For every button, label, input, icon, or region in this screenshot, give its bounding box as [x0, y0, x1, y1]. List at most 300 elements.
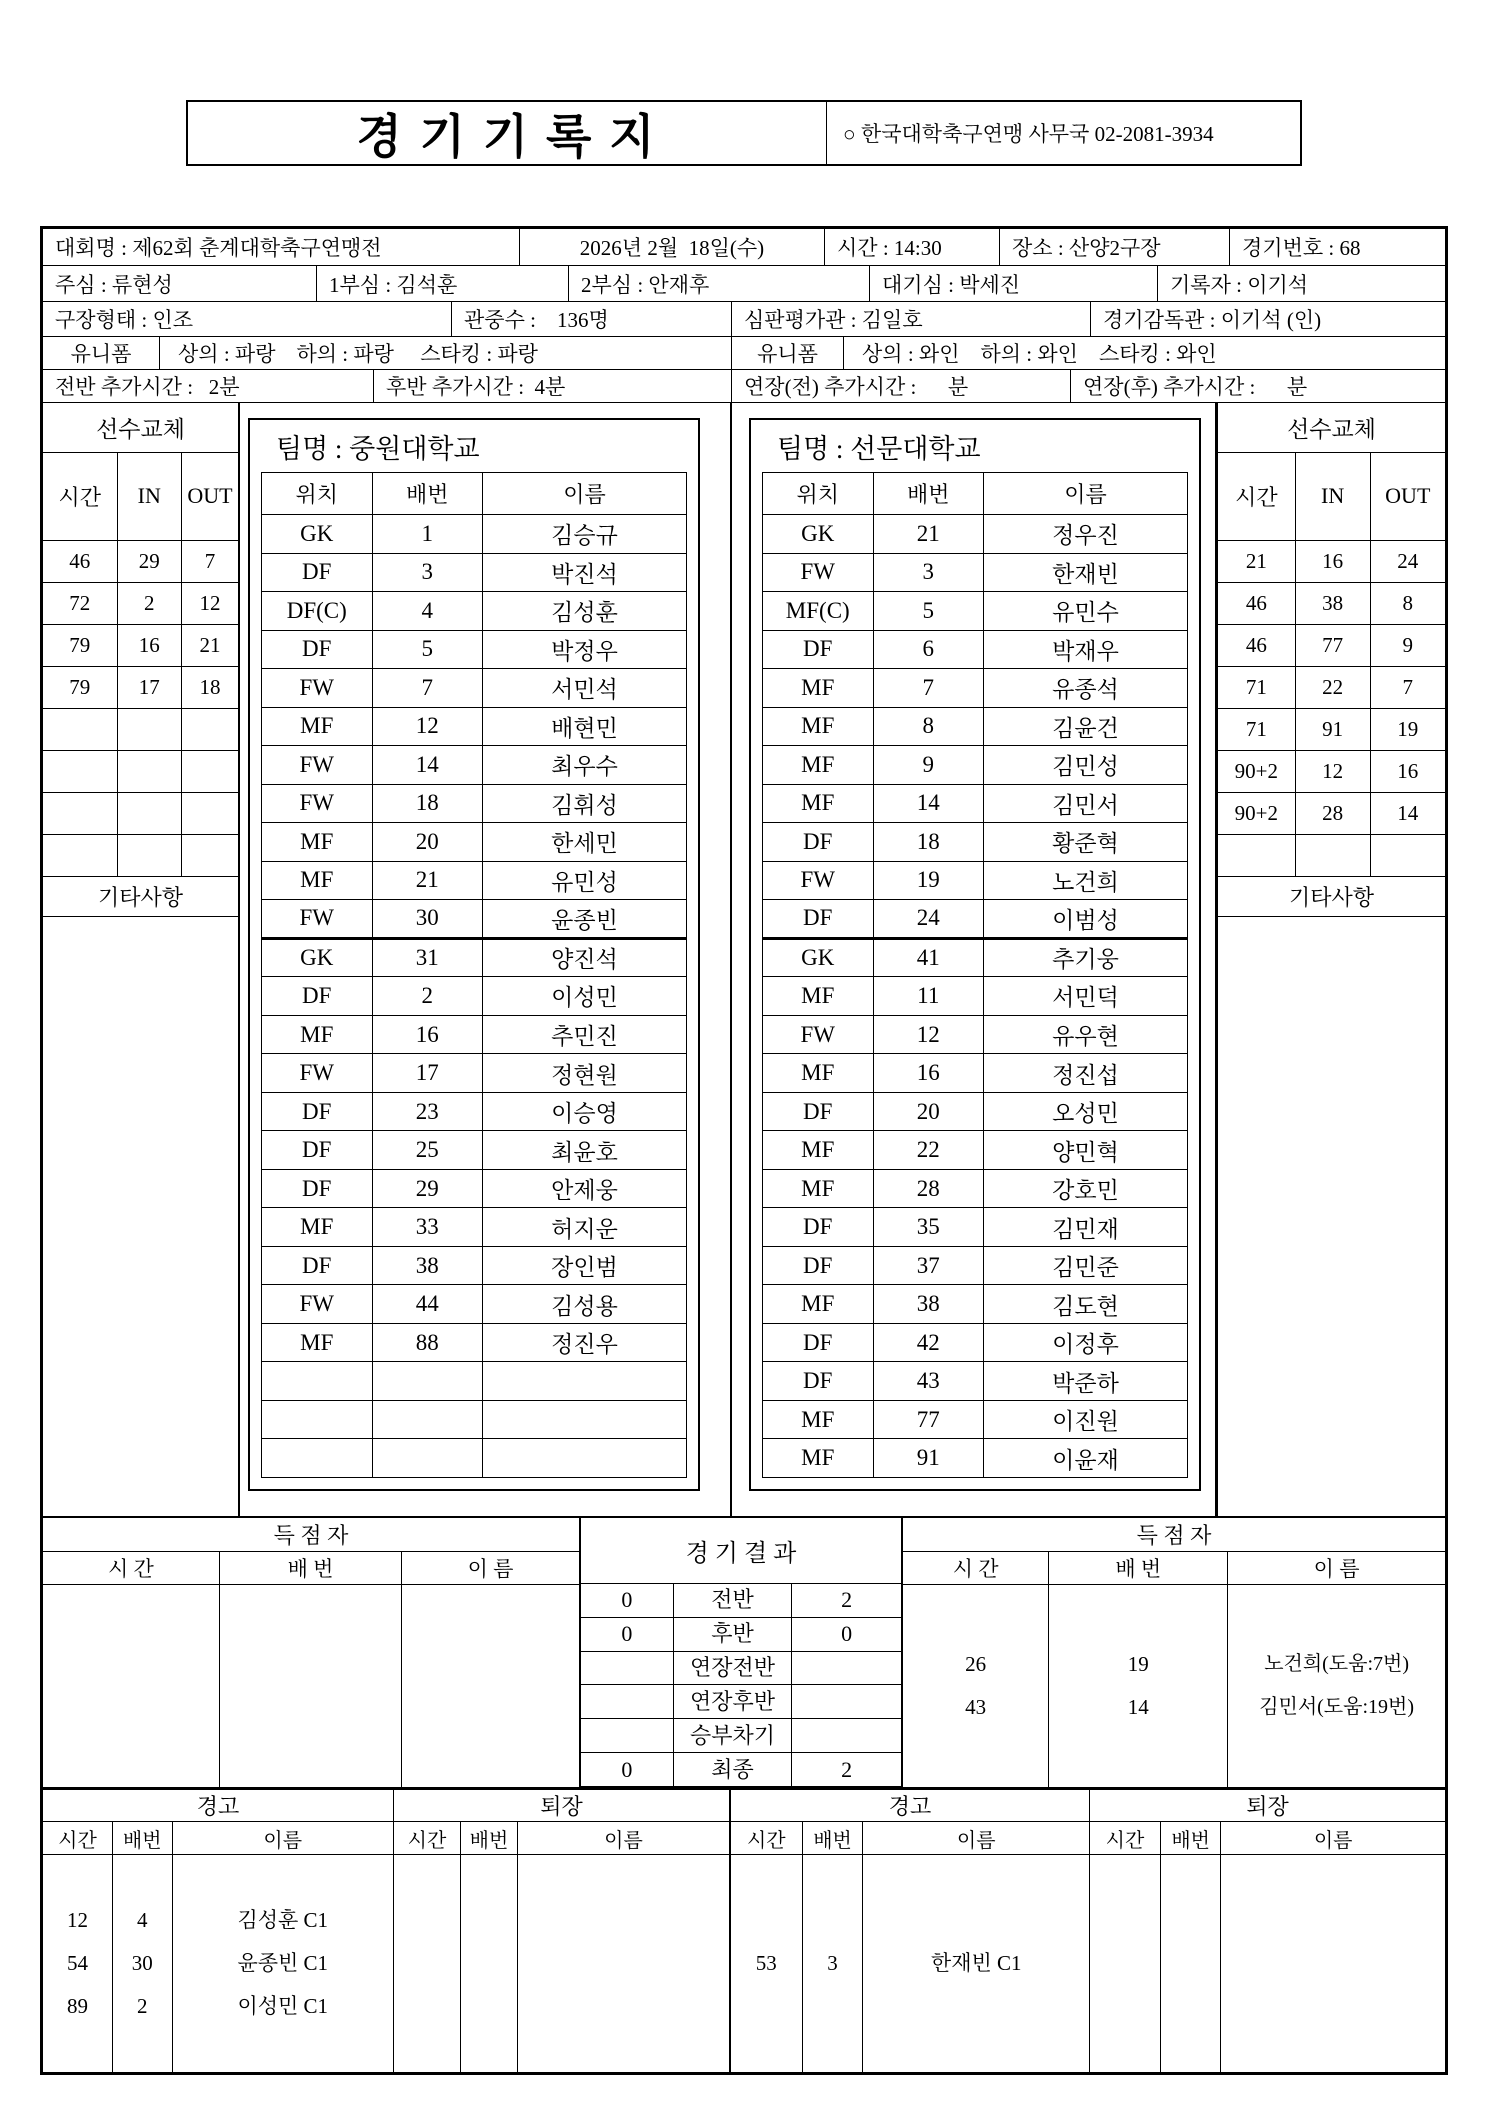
- player-row: [763, 669, 1188, 708]
- home-scorers-table: [43, 1518, 581, 1787]
- player-position: FW: [262, 1054, 373, 1093]
- player-number: 22: [873, 1131, 984, 1170]
- sub-in: 77: [1295, 624, 1370, 666]
- player-position: MF: [763, 746, 874, 785]
- sub-time: 90+2: [1218, 750, 1295, 792]
- sub-in: 29: [117, 540, 181, 582]
- player-name: 안제웅: [483, 1169, 687, 1208]
- info-row-competition: [43, 229, 1445, 266]
- player-row: [763, 938, 1188, 977]
- caution-name: 김성훈 C1: [237, 1908, 329, 1932]
- sub-row: [1218, 666, 1445, 708]
- player-number: 5: [372, 630, 483, 669]
- player-position: MF: [763, 1131, 874, 1170]
- away-subs-title: 선수교체: [1218, 403, 1445, 453]
- player-row: [763, 1400, 1188, 1439]
- away-roster-region: [732, 403, 1218, 1516]
- sub-in: 91: [1295, 708, 1370, 750]
- away-uniform-label: 유니폼: [732, 337, 844, 369]
- result-row: [581, 1584, 901, 1618]
- player-name: 김민재: [984, 1208, 1188, 1247]
- player-position: MF: [763, 784, 874, 823]
- cards-section: [43, 1790, 1445, 2072]
- match-date: 2026년 2월 18일(수): [520, 229, 825, 265]
- player-name: 박정우: [483, 630, 687, 669]
- player-row: [763, 1169, 1188, 1208]
- document-title-bar: [186, 100, 1302, 166]
- player-position: DF: [763, 1362, 874, 1401]
- info-row-uniforms: [43, 337, 1445, 370]
- player-number: 18: [873, 823, 984, 862]
- player-position: MF: [763, 977, 874, 1016]
- home-sendoffs-title: 퇴장: [394, 1790, 729, 1822]
- home-uniform-label: 유니폼: [43, 337, 160, 369]
- player-row: [763, 1285, 1188, 1324]
- player-number: 35: [873, 1208, 984, 1247]
- cards-col-name: 이름: [604, 1829, 643, 1852]
- match-result-table: [581, 1518, 903, 1787]
- caution-name: 윤종빈 C1: [237, 1951, 329, 1975]
- home-starters: [262, 515, 687, 939]
- sub-out: 24: [1370, 540, 1445, 582]
- player-number: 41: [873, 938, 984, 977]
- caution-numbers: [803, 1855, 864, 2072]
- scorer-numbers: [1049, 1585, 1228, 1787]
- home-subs-title: 선수교체: [43, 403, 238, 453]
- sub-time: 46: [1218, 582, 1295, 624]
- match-number: 경기번호 : 68: [1242, 236, 1361, 260]
- player-number: 21: [372, 861, 483, 900]
- home-roster-region: [240, 403, 732, 1516]
- result-title: 경 기 결 과: [581, 1518, 901, 1584]
- caution-times: [731, 1855, 803, 2072]
- player-position: MF: [763, 1400, 874, 1439]
- scorer-number: 14: [1127, 1695, 1149, 1719]
- player-position: MF: [763, 707, 874, 746]
- caution-number: 3: [827, 1951, 838, 1975]
- player-position: MF: [262, 1208, 373, 1247]
- player-name: 유민수: [984, 592, 1188, 631]
- sub-row: [43, 540, 238, 582]
- away-cautions-table: [731, 1790, 1090, 2072]
- away-bench: [763, 938, 1188, 1477]
- roster-col-position: 위치: [763, 473, 874, 515]
- away-notes-title: 기타사항: [1218, 877, 1445, 917]
- player-row: [763, 553, 1188, 592]
- player-position: FW: [763, 861, 874, 900]
- player-name: 유우현: [984, 1015, 1188, 1054]
- player-number: 20: [873, 1092, 984, 1131]
- player-row: [763, 592, 1188, 631]
- subs-col-time: 시간: [1218, 453, 1295, 540]
- player-name: 정현원: [483, 1054, 687, 1093]
- subs-col-out: OUT: [1370, 453, 1445, 540]
- sub-in: 38: [1295, 582, 1370, 624]
- away-starters: [763, 515, 1188, 939]
- player-row: [262, 630, 687, 669]
- home-bench: [262, 938, 687, 1477]
- player-row: [262, 669, 687, 708]
- player-position: GK: [262, 938, 373, 977]
- score-section: [43, 1518, 1445, 1790]
- player-row: [763, 1323, 1188, 1362]
- player-row: [262, 707, 687, 746]
- player-name: 정우진: [984, 515, 1188, 554]
- player-row: [763, 1092, 1188, 1131]
- caution-time: 53: [755, 1951, 777, 1975]
- subs-col-in: IN: [117, 453, 181, 540]
- player-number: 3: [372, 553, 483, 592]
- player-row: [262, 938, 687, 977]
- player-number: 42: [873, 1323, 984, 1362]
- cards-col-time: 시간: [731, 1822, 803, 1854]
- home-uniform-colors: 상의 : 파랑 하의 : 파랑 스타킹 : 파랑: [160, 337, 732, 369]
- player-position: FW: [262, 746, 373, 785]
- caution-names: [173, 1855, 394, 2072]
- player-position: FW: [262, 784, 373, 823]
- scorer-names: [402, 1585, 579, 1787]
- player-position: MF: [763, 669, 874, 708]
- caution-number: 2: [137, 1994, 148, 2018]
- sub-out: 14: [1370, 792, 1445, 834]
- player-row: [262, 1015, 687, 1054]
- player-position: MF: [763, 1054, 874, 1093]
- roster-col-number: 배번: [372, 473, 483, 515]
- sub-in: 28: [1295, 792, 1370, 834]
- player-number: 91: [873, 1439, 984, 1478]
- player-name: 김윤건: [984, 707, 1188, 746]
- org-contact-line: ○ 한국대학축구연맹 사무국 02-2081-3934: [843, 122, 1214, 146]
- player-number: 12: [372, 707, 483, 746]
- player-name: 황준혁: [984, 823, 1188, 862]
- away-uniform-colors: 상의 : 와인 하의 : 와인 스타킹 : 와인: [862, 342, 1217, 366]
- result-away-score: 2: [841, 1587, 853, 1613]
- player-number: 7: [873, 669, 984, 708]
- player-position: FW: [763, 1015, 874, 1054]
- player-name: 김민준: [984, 1246, 1188, 1285]
- home-subs-table: [43, 453, 238, 877]
- player-row: [262, 1131, 687, 1170]
- caution-numbers: [113, 1855, 173, 2072]
- player-name: 김성용: [483, 1285, 687, 1324]
- result-period-label: 전반: [674, 1584, 792, 1617]
- cards-col-name: 이름: [263, 1829, 303, 1852]
- result-home-score: 0: [581, 1584, 674, 1617]
- info-row-officials: [43, 266, 1445, 302]
- player-position: GK: [262, 515, 373, 554]
- scorers-header-row: [903, 1552, 1445, 1585]
- subs-col-time: 시간: [43, 453, 117, 540]
- player-row: [763, 900, 1188, 939]
- player-position: DF: [763, 1092, 874, 1131]
- home-notes-body: [43, 917, 238, 1517]
- cards-header-row: [394, 1822, 729, 1855]
- roster-col-name: 이름: [984, 473, 1188, 515]
- caution-time: 54: [67, 1951, 88, 1975]
- roster-header-row: [262, 473, 687, 515]
- caution-number: 30: [131, 1951, 153, 1975]
- player-row: [262, 746, 687, 785]
- player-number: 3: [873, 553, 984, 592]
- sub-in: 22: [1295, 666, 1370, 708]
- scorer-time: 43: [965, 1695, 987, 1719]
- cards-col-name: 이름: [956, 1829, 996, 1852]
- player-name: 추민진: [483, 1015, 687, 1054]
- player-position: DF: [262, 630, 373, 669]
- subs-col-out: OUT: [181, 453, 238, 540]
- sub-row: [1218, 540, 1445, 582]
- info-row-ground: [43, 302, 1445, 337]
- assistant-referee-1: 1부심 : 김석훈: [317, 266, 569, 301]
- player-row: [262, 1169, 687, 1208]
- result-row: [581, 1685, 901, 1719]
- player-row: [262, 1054, 687, 1093]
- sub-row: [1218, 624, 1445, 666]
- player-row: [763, 1054, 1188, 1093]
- second-half-added-time: 후반 추가시간 : 4분: [374, 370, 732, 402]
- player-row: [262, 1208, 687, 1247]
- cards-col-time: 시간: [394, 1822, 461, 1854]
- attendance: 관중수 : 136명: [452, 302, 732, 336]
- player-row: [262, 1092, 687, 1131]
- fourth-official: 대기심 : 박세진: [870, 266, 1158, 301]
- player-name: 서민덕: [984, 977, 1188, 1016]
- player-name: 정진우: [483, 1323, 687, 1362]
- cards-col-time: 시간: [1090, 1822, 1161, 1854]
- player-position: DF: [763, 823, 874, 862]
- referee: 주심 : 류현성: [43, 266, 317, 301]
- recorder: 기록자 : 이기석: [1170, 272, 1309, 297]
- player-row: [262, 977, 687, 1016]
- player-row: [763, 1015, 1188, 1054]
- player-number: 37: [873, 1246, 984, 1285]
- result-away-score: [792, 1685, 901, 1718]
- player-name: 한세민: [483, 823, 687, 862]
- scorers-header-row: [43, 1552, 579, 1585]
- away-team-name: 팀명 : 선문대학교: [777, 433, 981, 464]
- player-row: [262, 823, 687, 862]
- player-number: 29: [372, 1169, 483, 1208]
- player-number: 4: [372, 592, 483, 631]
- player-name: 이정후: [984, 1323, 1188, 1362]
- sub-row: [43, 582, 238, 624]
- player-number: 30: [372, 900, 483, 939]
- player-row: [763, 746, 1188, 785]
- player-name: 박진석: [483, 553, 687, 592]
- player-position: DF(C): [262, 592, 373, 631]
- player-position: MF: [262, 1015, 373, 1054]
- player-name: 김성훈: [483, 592, 687, 631]
- player-position: MF: [262, 823, 373, 862]
- roster-col-number: 배번: [873, 473, 984, 515]
- sub-in: 16: [1295, 540, 1370, 582]
- sub-row: [1218, 582, 1445, 624]
- player-position: DF: [262, 1131, 373, 1170]
- caution-times: [43, 1855, 113, 2072]
- subs-col-in: IN: [1295, 453, 1370, 540]
- subs-header-row: [43, 453, 238, 540]
- result-row: [581, 1618, 901, 1652]
- away-cautions-title: 경고: [731, 1790, 1089, 1822]
- player-row: [262, 1323, 687, 1362]
- home-scorers-body: [43, 1585, 579, 1787]
- scorers-col-number: 배 번: [1049, 1552, 1228, 1584]
- sub-out: 7: [1370, 666, 1445, 708]
- player-number: 43: [873, 1362, 984, 1401]
- player-name: 이범성: [984, 900, 1188, 939]
- sub-out: 9: [1370, 624, 1445, 666]
- player-row: [763, 861, 1188, 900]
- player-name: 김민성: [984, 746, 1188, 785]
- result-row: [581, 1719, 901, 1753]
- home-notes-title: 기타사항: [43, 877, 238, 917]
- scorer-numbers: [220, 1585, 402, 1787]
- sub-in: 17: [117, 666, 181, 708]
- scorers-col-name: 이 름: [1313, 1557, 1360, 1581]
- home-cautions-table: [43, 1790, 394, 2072]
- player-position: DF: [262, 1169, 373, 1208]
- home-cautions-title: 경고: [43, 1790, 393, 1822]
- player-position: DF: [262, 1246, 373, 1285]
- player-position: DF: [763, 630, 874, 669]
- sub-time: 71: [1218, 666, 1295, 708]
- extra-first-added-time: 연장(전) 추가시간 : 분: [732, 370, 1071, 402]
- result-row: [581, 1652, 901, 1686]
- player-number: 25: [372, 1131, 483, 1170]
- away-sendoffs-title: 퇴장: [1090, 1790, 1445, 1822]
- away-subs-table: [1218, 453, 1445, 877]
- result-row: [581, 1753, 901, 1787]
- player-number: 21: [873, 515, 984, 554]
- player-position: DF: [262, 553, 373, 592]
- player-number: 19: [873, 861, 984, 900]
- sub-time: 79: [43, 666, 117, 708]
- sub-row-empty: [1218, 834, 1445, 876]
- sub-row-empty: [43, 834, 238, 876]
- away-roster-table: [762, 472, 1188, 1478]
- sub-out: 8: [1370, 582, 1445, 624]
- extra-second-added-time: 연장(후) 추가시간 : 분: [1083, 375, 1308, 399]
- player-name: 양민혁: [984, 1131, 1188, 1170]
- scorer-names: [1228, 1585, 1445, 1787]
- sub-time: 71: [1218, 708, 1295, 750]
- result-home-score: [581, 1652, 674, 1685]
- player-name: 윤종빈: [483, 900, 687, 939]
- home-scorers-title: 득 점 자: [43, 1518, 579, 1552]
- away-sendoffs-table: [1090, 1790, 1445, 2072]
- player-name: 추기웅: [984, 938, 1188, 977]
- scorer-times: [903, 1585, 1049, 1787]
- player-number: 38: [873, 1285, 984, 1324]
- player-number: 28: [873, 1169, 984, 1208]
- player-number: 44: [372, 1285, 483, 1324]
- away-substitutions-panel: [1218, 403, 1445, 1516]
- roster-header-row: [763, 473, 1188, 515]
- sub-row: [43, 624, 238, 666]
- sub-out: 12: [181, 582, 238, 624]
- sub-row: [43, 666, 238, 708]
- player-number: 17: [372, 1054, 483, 1093]
- result-period-label: 승부차기: [674, 1719, 792, 1752]
- scorers-col-time: 시 간: [903, 1552, 1049, 1584]
- sub-time: 21: [1218, 540, 1295, 582]
- player-position: MF: [763, 1169, 874, 1208]
- player-position: GK: [763, 515, 874, 554]
- sub-time: 46: [43, 540, 117, 582]
- player-name: 최윤호: [483, 1131, 687, 1170]
- player-number: 8: [873, 707, 984, 746]
- result-away-score: 2: [841, 1756, 853, 1782]
- player-position: MF(C): [763, 592, 874, 631]
- player-row: [763, 784, 1188, 823]
- caution-name: 한재빈 C1: [930, 1951, 1022, 1975]
- player-position: DF: [763, 1246, 874, 1285]
- home-cautions-body: [43, 1855, 393, 2072]
- caution-names: [863, 1855, 1089, 2072]
- player-row: [763, 1208, 1188, 1247]
- result-home-score: 0: [581, 1618, 674, 1651]
- player-name: 장인범: [483, 1246, 687, 1285]
- away-team-box: [749, 418, 1201, 1491]
- middle-section: [43, 403, 1445, 1518]
- sub-time: 46: [1218, 624, 1295, 666]
- sub-row: [1218, 708, 1445, 750]
- player-row: [763, 1246, 1188, 1285]
- player-row: [262, 900, 687, 939]
- player-row: [763, 977, 1188, 1016]
- player-name: 한재빈: [984, 553, 1188, 592]
- result-away-score: 0: [841, 1621, 853, 1647]
- subs-header-row: [1218, 453, 1445, 540]
- player-row: [262, 784, 687, 823]
- player-name: 이진원: [984, 1400, 1188, 1439]
- player-name: 유민성: [483, 861, 687, 900]
- player-row: [763, 1131, 1188, 1170]
- player-number: 20: [372, 823, 483, 862]
- home-team-box: [248, 418, 700, 1491]
- player-number: 23: [372, 1092, 483, 1131]
- player-position: FW: [262, 669, 373, 708]
- player-name: 노건희: [984, 861, 1188, 900]
- player-name: 양진석: [483, 938, 687, 977]
- caution-number: 4: [137, 1908, 148, 1932]
- player-position: FW: [763, 553, 874, 592]
- sub-time: 90+2: [1218, 792, 1295, 834]
- referee-assessor: 심판평가관 : 김일호: [732, 302, 1091, 336]
- page-title: 경 기 기 록 지: [188, 102, 827, 164]
- player-name: 박재우: [984, 630, 1188, 669]
- roster-col-name: 이름: [483, 473, 687, 515]
- player-row: [262, 553, 687, 592]
- sub-row-empty: [43, 708, 238, 750]
- player-number: 2: [372, 977, 483, 1016]
- player-number: 7: [372, 669, 483, 708]
- player-position: DF: [262, 1092, 373, 1131]
- player-name: 김민서: [984, 784, 1188, 823]
- player-number: 88: [372, 1323, 483, 1362]
- match-time: 시간 : 14:30: [825, 229, 1000, 265]
- player-row: [262, 1246, 687, 1285]
- player-position: FW: [262, 1285, 373, 1324]
- first-half-added-time: 전반 추가시간 : 2분: [43, 370, 374, 402]
- result-home-score: 0: [581, 1753, 674, 1786]
- player-position: MF: [262, 1323, 373, 1362]
- match-record-sheet: [40, 226, 1448, 2075]
- sub-time: 79: [43, 624, 117, 666]
- player-name: 이승영: [483, 1092, 687, 1131]
- away-scorers-body: [903, 1585, 1445, 1787]
- player-number: 18: [372, 784, 483, 823]
